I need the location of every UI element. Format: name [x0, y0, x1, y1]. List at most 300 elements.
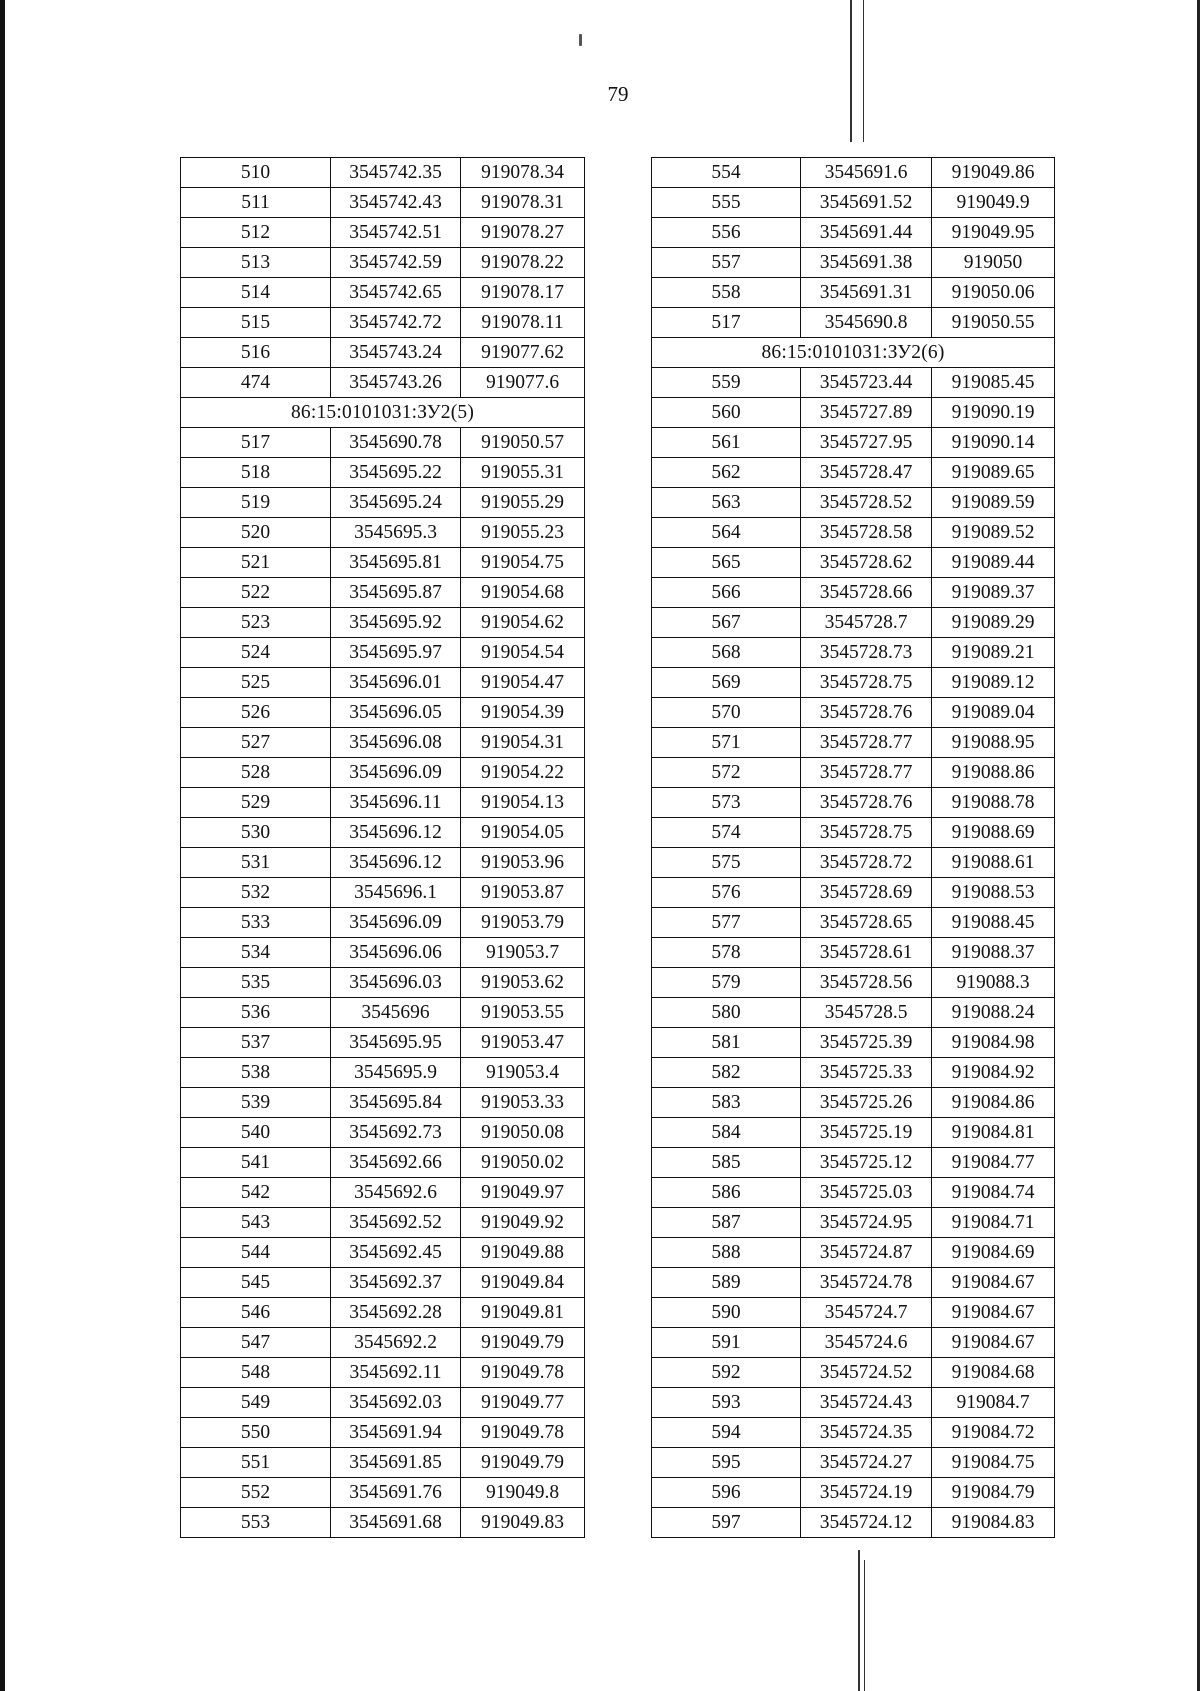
y-coordinate-cell: 919089.04 — [932, 698, 1055, 728]
x-coordinate-cell: 3545728.7 — [801, 608, 932, 638]
y-coordinate-cell: 919078.31 — [461, 188, 585, 218]
table-row — [652, 248, 1055, 278]
point-number-cell: 532 — [181, 878, 331, 908]
y-coordinate-cell: 919054.54 — [461, 638, 585, 668]
y-coordinate-cell: 919054.05 — [461, 818, 585, 848]
point-number-cell: 547 — [181, 1328, 331, 1358]
table-row — [181, 698, 585, 728]
table-row — [181, 1238, 585, 1268]
y-coordinate-cell: 919049.79 — [461, 1328, 585, 1358]
table-row — [181, 1118, 585, 1148]
table-row — [652, 1418, 1055, 1448]
table-row — [181, 968, 585, 998]
point-number-cell: 587 — [652, 1208, 801, 1238]
point-number-cell: 543 — [181, 1208, 331, 1238]
x-coordinate-cell: 3545696.12 — [331, 848, 461, 878]
y-coordinate-cell: 919055.31 — [461, 458, 585, 488]
x-coordinate-cell: 3545728.62 — [801, 548, 932, 578]
point-number-cell: 575 — [652, 848, 801, 878]
x-coordinate-cell: 3545725.19 — [801, 1118, 932, 1148]
table-row — [652, 1268, 1055, 1298]
x-coordinate-cell: 3545691.44 — [801, 218, 932, 248]
x-coordinate-cell: 3545725.33 — [801, 1058, 932, 1088]
x-coordinate-cell: 3545728.72 — [801, 848, 932, 878]
table-row — [181, 878, 585, 908]
table-row — [652, 578, 1055, 608]
y-coordinate-cell: 919088.95 — [932, 728, 1055, 758]
y-coordinate-cell: 919049.77 — [461, 1388, 585, 1418]
point-number-cell: 577 — [652, 908, 801, 938]
table-row — [181, 818, 585, 848]
x-coordinate-cell: 3545692.6 — [331, 1178, 461, 1208]
y-coordinate-cell: 919084.69 — [932, 1238, 1055, 1268]
point-number-cell: 518 — [181, 458, 331, 488]
x-coordinate-cell: 3545691.31 — [801, 278, 932, 308]
x-coordinate-cell: 3545692.73 — [331, 1118, 461, 1148]
x-coordinate-cell: 3545742.65 — [331, 278, 461, 308]
point-number-cell: 542 — [181, 1178, 331, 1208]
x-coordinate-cell: 3545695.3 — [331, 518, 461, 548]
x-coordinate-cell: 3545728.61 — [801, 938, 932, 968]
x-coordinate-cell: 3545727.95 — [801, 428, 932, 458]
point-number-cell: 594 — [652, 1418, 801, 1448]
point-number-cell: 585 — [652, 1148, 801, 1178]
x-coordinate-cell: 3545696.1 — [331, 878, 461, 908]
x-coordinate-cell: 3545728.5 — [801, 998, 932, 1028]
x-coordinate-cell: 3545728.75 — [801, 818, 932, 848]
x-coordinate-cell: 3545742.35 — [331, 158, 461, 188]
table-row — [181, 938, 585, 968]
y-coordinate-cell: 919053.96 — [461, 848, 585, 878]
table-row — [652, 158, 1055, 188]
y-coordinate-cell: 919084.71 — [932, 1208, 1055, 1238]
table-row — [181, 578, 585, 608]
table-row — [652, 1118, 1055, 1148]
section-header-row — [652, 338, 1055, 368]
x-coordinate-cell: 3545724.12 — [801, 1508, 932, 1538]
table-row — [181, 1418, 585, 1448]
y-coordinate-cell: 919049.88 — [461, 1238, 585, 1268]
table-row — [181, 1178, 585, 1208]
point-number-cell: 546 — [181, 1298, 331, 1328]
point-number-cell: 545 — [181, 1268, 331, 1298]
y-coordinate-cell: 919053.7 — [461, 938, 585, 968]
x-coordinate-cell: 3545724.19 — [801, 1478, 932, 1508]
x-coordinate-cell: 3545695.97 — [331, 638, 461, 668]
y-coordinate-cell: 919084.67 — [932, 1328, 1055, 1358]
y-coordinate-cell: 919085.45 — [932, 368, 1055, 398]
y-coordinate-cell: 919084.72 — [932, 1418, 1055, 1448]
cadastral-number: 86:15:0101031:ЗУ2(6) — [652, 338, 1055, 368]
x-coordinate-cell: 3545692.11 — [331, 1358, 461, 1388]
table-row — [652, 1328, 1055, 1358]
y-coordinate-cell: 919049.86 — [932, 158, 1055, 188]
x-coordinate-cell: 3545728.56 — [801, 968, 932, 998]
x-coordinate-cell: 3545728.47 — [801, 458, 932, 488]
x-coordinate-cell: 3545725.39 — [801, 1028, 932, 1058]
point-number-cell: 538 — [181, 1058, 331, 1088]
x-coordinate-cell: 3545695.95 — [331, 1028, 461, 1058]
x-coordinate-cell: 3545696.05 — [331, 698, 461, 728]
table-row — [652, 488, 1055, 518]
x-coordinate-cell: 3545725.26 — [801, 1088, 932, 1118]
point-number-cell: 593 — [652, 1388, 801, 1418]
y-coordinate-cell: 919089.12 — [932, 668, 1055, 698]
table-row — [181, 1358, 585, 1388]
x-coordinate-cell: 3545727.89 — [801, 398, 932, 428]
x-coordinate-cell: 3545696.09 — [331, 908, 461, 938]
table-row — [181, 998, 585, 1028]
table-row — [652, 458, 1055, 488]
point-number-cell: 519 — [181, 488, 331, 518]
x-coordinate-cell: 3545696.12 — [331, 818, 461, 848]
y-coordinate-cell: 919078.11 — [461, 308, 585, 338]
point-number-cell: 516 — [181, 338, 331, 368]
point-number-cell: 582 — [652, 1058, 801, 1088]
table-row — [652, 968, 1055, 998]
x-coordinate-cell: 3545695.9 — [331, 1058, 461, 1088]
table-row — [181, 1448, 585, 1478]
point-number-cell: 597 — [652, 1508, 801, 1538]
x-coordinate-cell: 3545728.73 — [801, 638, 932, 668]
point-number-cell: 554 — [652, 158, 801, 188]
point-number-cell: 550 — [181, 1418, 331, 1448]
y-coordinate-cell: 919084.7 — [932, 1388, 1055, 1418]
point-number-cell: 588 — [652, 1238, 801, 1268]
x-coordinate-cell: 3545692.28 — [331, 1298, 461, 1328]
point-number-cell: 558 — [652, 278, 801, 308]
x-coordinate-cell: 3545724.43 — [801, 1388, 932, 1418]
point-number-cell: 586 — [652, 1178, 801, 1208]
table-row — [181, 1478, 585, 1508]
x-coordinate-cell: 3545728.75 — [801, 668, 932, 698]
table-row — [181, 308, 585, 338]
x-coordinate-cell: 3545690.8 — [801, 308, 932, 338]
point-number-cell: 535 — [181, 968, 331, 998]
table-row — [181, 1328, 585, 1358]
point-number-cell: 520 — [181, 518, 331, 548]
table-row — [181, 1388, 585, 1418]
point-number-cell: 553 — [181, 1508, 331, 1538]
section-header-row — [181, 398, 585, 428]
point-number-cell: 576 — [652, 878, 801, 908]
point-number-cell: 565 — [652, 548, 801, 578]
table-row — [652, 1208, 1055, 1238]
point-number-cell: 595 — [652, 1448, 801, 1478]
table-row — [652, 848, 1055, 878]
table-row — [652, 908, 1055, 938]
table-row — [652, 368, 1055, 398]
y-coordinate-cell: 919089.65 — [932, 458, 1055, 488]
y-coordinate-cell: 919088.61 — [932, 848, 1055, 878]
x-coordinate-cell: 3545692.03 — [331, 1388, 461, 1418]
x-coordinate-cell: 3545743.26 — [331, 368, 461, 398]
table-row — [652, 878, 1055, 908]
point-number-cell: 555 — [652, 188, 801, 218]
x-coordinate-cell: 3545723.44 — [801, 368, 932, 398]
point-number-cell: 544 — [181, 1238, 331, 1268]
x-coordinate-cell: 3545692.52 — [331, 1208, 461, 1238]
table-row — [181, 608, 585, 638]
y-coordinate-cell: 919084.92 — [932, 1058, 1055, 1088]
y-coordinate-cell: 919084.75 — [932, 1448, 1055, 1478]
point-number-cell: 540 — [181, 1118, 331, 1148]
y-coordinate-cell: 919088.24 — [932, 998, 1055, 1028]
point-number-cell: 521 — [181, 548, 331, 578]
point-number-cell: 574 — [652, 818, 801, 848]
y-coordinate-cell: 919090.14 — [932, 428, 1055, 458]
point-number-cell: 513 — [181, 248, 331, 278]
point-number-cell: 530 — [181, 818, 331, 848]
table-row — [652, 428, 1055, 458]
table-row — [652, 398, 1055, 428]
y-coordinate-cell: 919054.62 — [461, 608, 585, 638]
y-coordinate-cell: 919084.74 — [932, 1178, 1055, 1208]
scan-line-top-1 — [850, 0, 852, 142]
x-coordinate-cell: 3545724.95 — [801, 1208, 932, 1238]
y-coordinate-cell: 919053.4 — [461, 1058, 585, 1088]
x-coordinate-cell: 3545742.51 — [331, 218, 461, 248]
y-coordinate-cell: 919077.6 — [461, 368, 585, 398]
table-row — [652, 1448, 1055, 1478]
point-number-cell: 537 — [181, 1028, 331, 1058]
table-row — [181, 1028, 585, 1058]
table-row — [181, 548, 585, 578]
x-coordinate-cell: 3545728.66 — [801, 578, 932, 608]
point-number-cell: 562 — [652, 458, 801, 488]
x-coordinate-cell: 3545691.94 — [331, 1418, 461, 1448]
point-number-cell: 581 — [652, 1028, 801, 1058]
point-number-cell: 541 — [181, 1148, 331, 1178]
point-number-cell: 552 — [181, 1478, 331, 1508]
table-row — [652, 638, 1055, 668]
point-number-cell: 529 — [181, 788, 331, 818]
x-coordinate-cell: 3545692.37 — [331, 1268, 461, 1298]
y-coordinate-cell: 919050.55 — [932, 308, 1055, 338]
point-number-cell: 566 — [652, 578, 801, 608]
y-coordinate-cell: 919088.37 — [932, 938, 1055, 968]
y-coordinate-cell: 919049.9 — [932, 188, 1055, 218]
point-number-cell: 583 — [652, 1088, 801, 1118]
point-number-cell: 526 — [181, 698, 331, 728]
point-number-cell: 548 — [181, 1358, 331, 1388]
table-row — [181, 458, 585, 488]
point-number-cell: 559 — [652, 368, 801, 398]
y-coordinate-cell: 919088.45 — [932, 908, 1055, 938]
x-coordinate-cell: 3545728.65 — [801, 908, 932, 938]
y-coordinate-cell: 919049.97 — [461, 1178, 585, 1208]
point-number-cell: 579 — [652, 968, 801, 998]
y-coordinate-cell: 919053.33 — [461, 1088, 585, 1118]
x-coordinate-cell: 3545690.78 — [331, 428, 461, 458]
point-number-cell: 525 — [181, 668, 331, 698]
point-number-cell: 524 — [181, 638, 331, 668]
y-coordinate-cell: 919054.75 — [461, 548, 585, 578]
cadastral-number: 86:15:0101031:ЗУ2(5) — [181, 398, 585, 428]
table-row — [181, 1268, 585, 1298]
y-coordinate-cell: 919089.37 — [932, 578, 1055, 608]
point-number-cell: 510 — [181, 158, 331, 188]
point-number-cell: 522 — [181, 578, 331, 608]
y-coordinate-cell: 919054.47 — [461, 668, 585, 698]
y-coordinate-cell: 919088.69 — [932, 818, 1055, 848]
y-coordinate-cell: 919054.22 — [461, 758, 585, 788]
x-coordinate-cell: 3545696.01 — [331, 668, 461, 698]
x-coordinate-cell: 3545724.87 — [801, 1238, 932, 1268]
x-coordinate-cell: 3545728.58 — [801, 518, 932, 548]
y-coordinate-cell: 919049.95 — [932, 218, 1055, 248]
point-number-cell: 536 — [181, 998, 331, 1028]
point-number-cell: 549 — [181, 1388, 331, 1418]
point-number-cell: 567 — [652, 608, 801, 638]
table-row — [652, 1508, 1055, 1538]
scan-speck — [579, 34, 582, 46]
table-row — [181, 788, 585, 818]
table-row — [181, 338, 585, 368]
x-coordinate-cell: 3545724.6 — [801, 1328, 932, 1358]
table-row — [652, 278, 1055, 308]
y-coordinate-cell: 919084.81 — [932, 1118, 1055, 1148]
y-coordinate-cell: 919088.78 — [932, 788, 1055, 818]
y-coordinate-cell: 919049.78 — [461, 1418, 585, 1448]
x-coordinate-cell: 3545728.76 — [801, 698, 932, 728]
y-coordinate-cell: 919084.68 — [932, 1358, 1055, 1388]
table-row — [652, 308, 1055, 338]
point-number-cell: 523 — [181, 608, 331, 638]
point-number-cell: 572 — [652, 758, 801, 788]
table-row — [181, 728, 585, 758]
point-number-cell: 551 — [181, 1448, 331, 1478]
x-coordinate-cell: 3545696.06 — [331, 938, 461, 968]
point-number-cell: 571 — [652, 728, 801, 758]
table-row — [181, 1208, 585, 1238]
table-row — [652, 938, 1055, 968]
x-coordinate-cell: 3545742.72 — [331, 308, 461, 338]
x-coordinate-cell: 3545728.76 — [801, 788, 932, 818]
table-row — [181, 428, 585, 458]
x-coordinate-cell: 3545696 — [331, 998, 461, 1028]
x-coordinate-cell: 3545724.27 — [801, 1448, 932, 1478]
table-row — [652, 1388, 1055, 1418]
table-row — [652, 1028, 1055, 1058]
table-row — [181, 158, 585, 188]
point-number-cell: 514 — [181, 278, 331, 308]
scan-line-bottom-1 — [858, 1550, 860, 1691]
y-coordinate-cell: 919049.81 — [461, 1298, 585, 1328]
y-coordinate-cell: 919090.19 — [932, 398, 1055, 428]
scan-line-bottom-2 — [864, 1560, 865, 1691]
y-coordinate-cell: 919053.79 — [461, 908, 585, 938]
table-row — [652, 998, 1055, 1028]
y-coordinate-cell: 919053.62 — [461, 968, 585, 998]
table-row — [181, 1088, 585, 1118]
y-coordinate-cell: 919088.86 — [932, 758, 1055, 788]
y-coordinate-cell: 919084.98 — [932, 1028, 1055, 1058]
table-row — [181, 368, 585, 398]
x-coordinate-cell: 3545696.08 — [331, 728, 461, 758]
x-coordinate-cell: 3545728.77 — [801, 758, 932, 788]
y-coordinate-cell: 919049.8 — [461, 1478, 585, 1508]
y-coordinate-cell: 919050.08 — [461, 1118, 585, 1148]
table-row — [652, 1088, 1055, 1118]
point-number-cell: 591 — [652, 1328, 801, 1358]
point-number-cell: 578 — [652, 938, 801, 968]
point-number-cell: 527 — [181, 728, 331, 758]
x-coordinate-cell: 3545691.6 — [801, 158, 932, 188]
y-coordinate-cell: 919084.67 — [932, 1268, 1055, 1298]
x-coordinate-cell: 3545695.81 — [331, 548, 461, 578]
x-coordinate-cell: 3545695.92 — [331, 608, 461, 638]
table-row — [652, 608, 1055, 638]
table-row — [652, 188, 1055, 218]
x-coordinate-cell: 3545728.52 — [801, 488, 932, 518]
y-coordinate-cell: 919050.02 — [461, 1148, 585, 1178]
point-number-cell: 557 — [652, 248, 801, 278]
x-coordinate-cell: 3545692.2 — [331, 1328, 461, 1358]
point-number-cell: 596 — [652, 1478, 801, 1508]
y-coordinate-cell: 919078.27 — [461, 218, 585, 248]
table-row — [181, 848, 585, 878]
y-coordinate-cell: 919084.79 — [932, 1478, 1055, 1508]
x-coordinate-cell: 3545695.87 — [331, 578, 461, 608]
table-row — [181, 1148, 585, 1178]
y-coordinate-cell: 919049.83 — [461, 1508, 585, 1538]
table-row — [652, 818, 1055, 848]
table-row — [181, 1508, 585, 1538]
point-number-cell: 517 — [652, 308, 801, 338]
y-coordinate-cell: 919084.67 — [932, 1298, 1055, 1328]
point-number-cell: 533 — [181, 908, 331, 938]
table-row — [652, 728, 1055, 758]
point-number-cell: 560 — [652, 398, 801, 428]
point-number-cell: 515 — [181, 308, 331, 338]
y-coordinate-cell: 919050 — [932, 248, 1055, 278]
x-coordinate-cell: 3545724.78 — [801, 1268, 932, 1298]
y-coordinate-cell: 919089.59 — [932, 488, 1055, 518]
y-coordinate-cell: 919089.44 — [932, 548, 1055, 578]
y-coordinate-cell: 919089.21 — [932, 638, 1055, 668]
point-number-cell: 563 — [652, 488, 801, 518]
point-number-cell: 592 — [652, 1358, 801, 1388]
y-coordinate-cell: 919084.77 — [932, 1148, 1055, 1178]
table-row — [652, 698, 1055, 728]
y-coordinate-cell: 919049.92 — [461, 1208, 585, 1238]
x-coordinate-cell: 3545695.22 — [331, 458, 461, 488]
point-number-cell: 564 — [652, 518, 801, 548]
x-coordinate-cell: 3545695.84 — [331, 1088, 461, 1118]
table-row — [652, 1178, 1055, 1208]
y-coordinate-cell: 919050.06 — [932, 278, 1055, 308]
y-coordinate-cell: 919084.83 — [932, 1508, 1055, 1538]
page-number: 79 — [607, 82, 629, 106]
y-coordinate-cell: 919054.31 — [461, 728, 585, 758]
point-number-cell: 589 — [652, 1268, 801, 1298]
table-row — [652, 1298, 1055, 1328]
x-coordinate-cell: 3545696.03 — [331, 968, 461, 998]
x-coordinate-cell: 3545724.52 — [801, 1358, 932, 1388]
table-row — [652, 788, 1055, 818]
y-coordinate-cell: 919053.47 — [461, 1028, 585, 1058]
y-coordinate-cell: 919084.86 — [932, 1088, 1055, 1118]
table-row — [652, 1238, 1055, 1268]
x-coordinate-cell: 3545742.43 — [331, 188, 461, 218]
x-coordinate-cell: 3545728.69 — [801, 878, 932, 908]
x-coordinate-cell: 3545742.59 — [331, 248, 461, 278]
y-coordinate-cell: 919049.79 — [461, 1448, 585, 1478]
x-coordinate-cell: 3545691.85 — [331, 1448, 461, 1478]
x-coordinate-cell: 3545691.52 — [801, 188, 932, 218]
table-row — [181, 668, 585, 698]
